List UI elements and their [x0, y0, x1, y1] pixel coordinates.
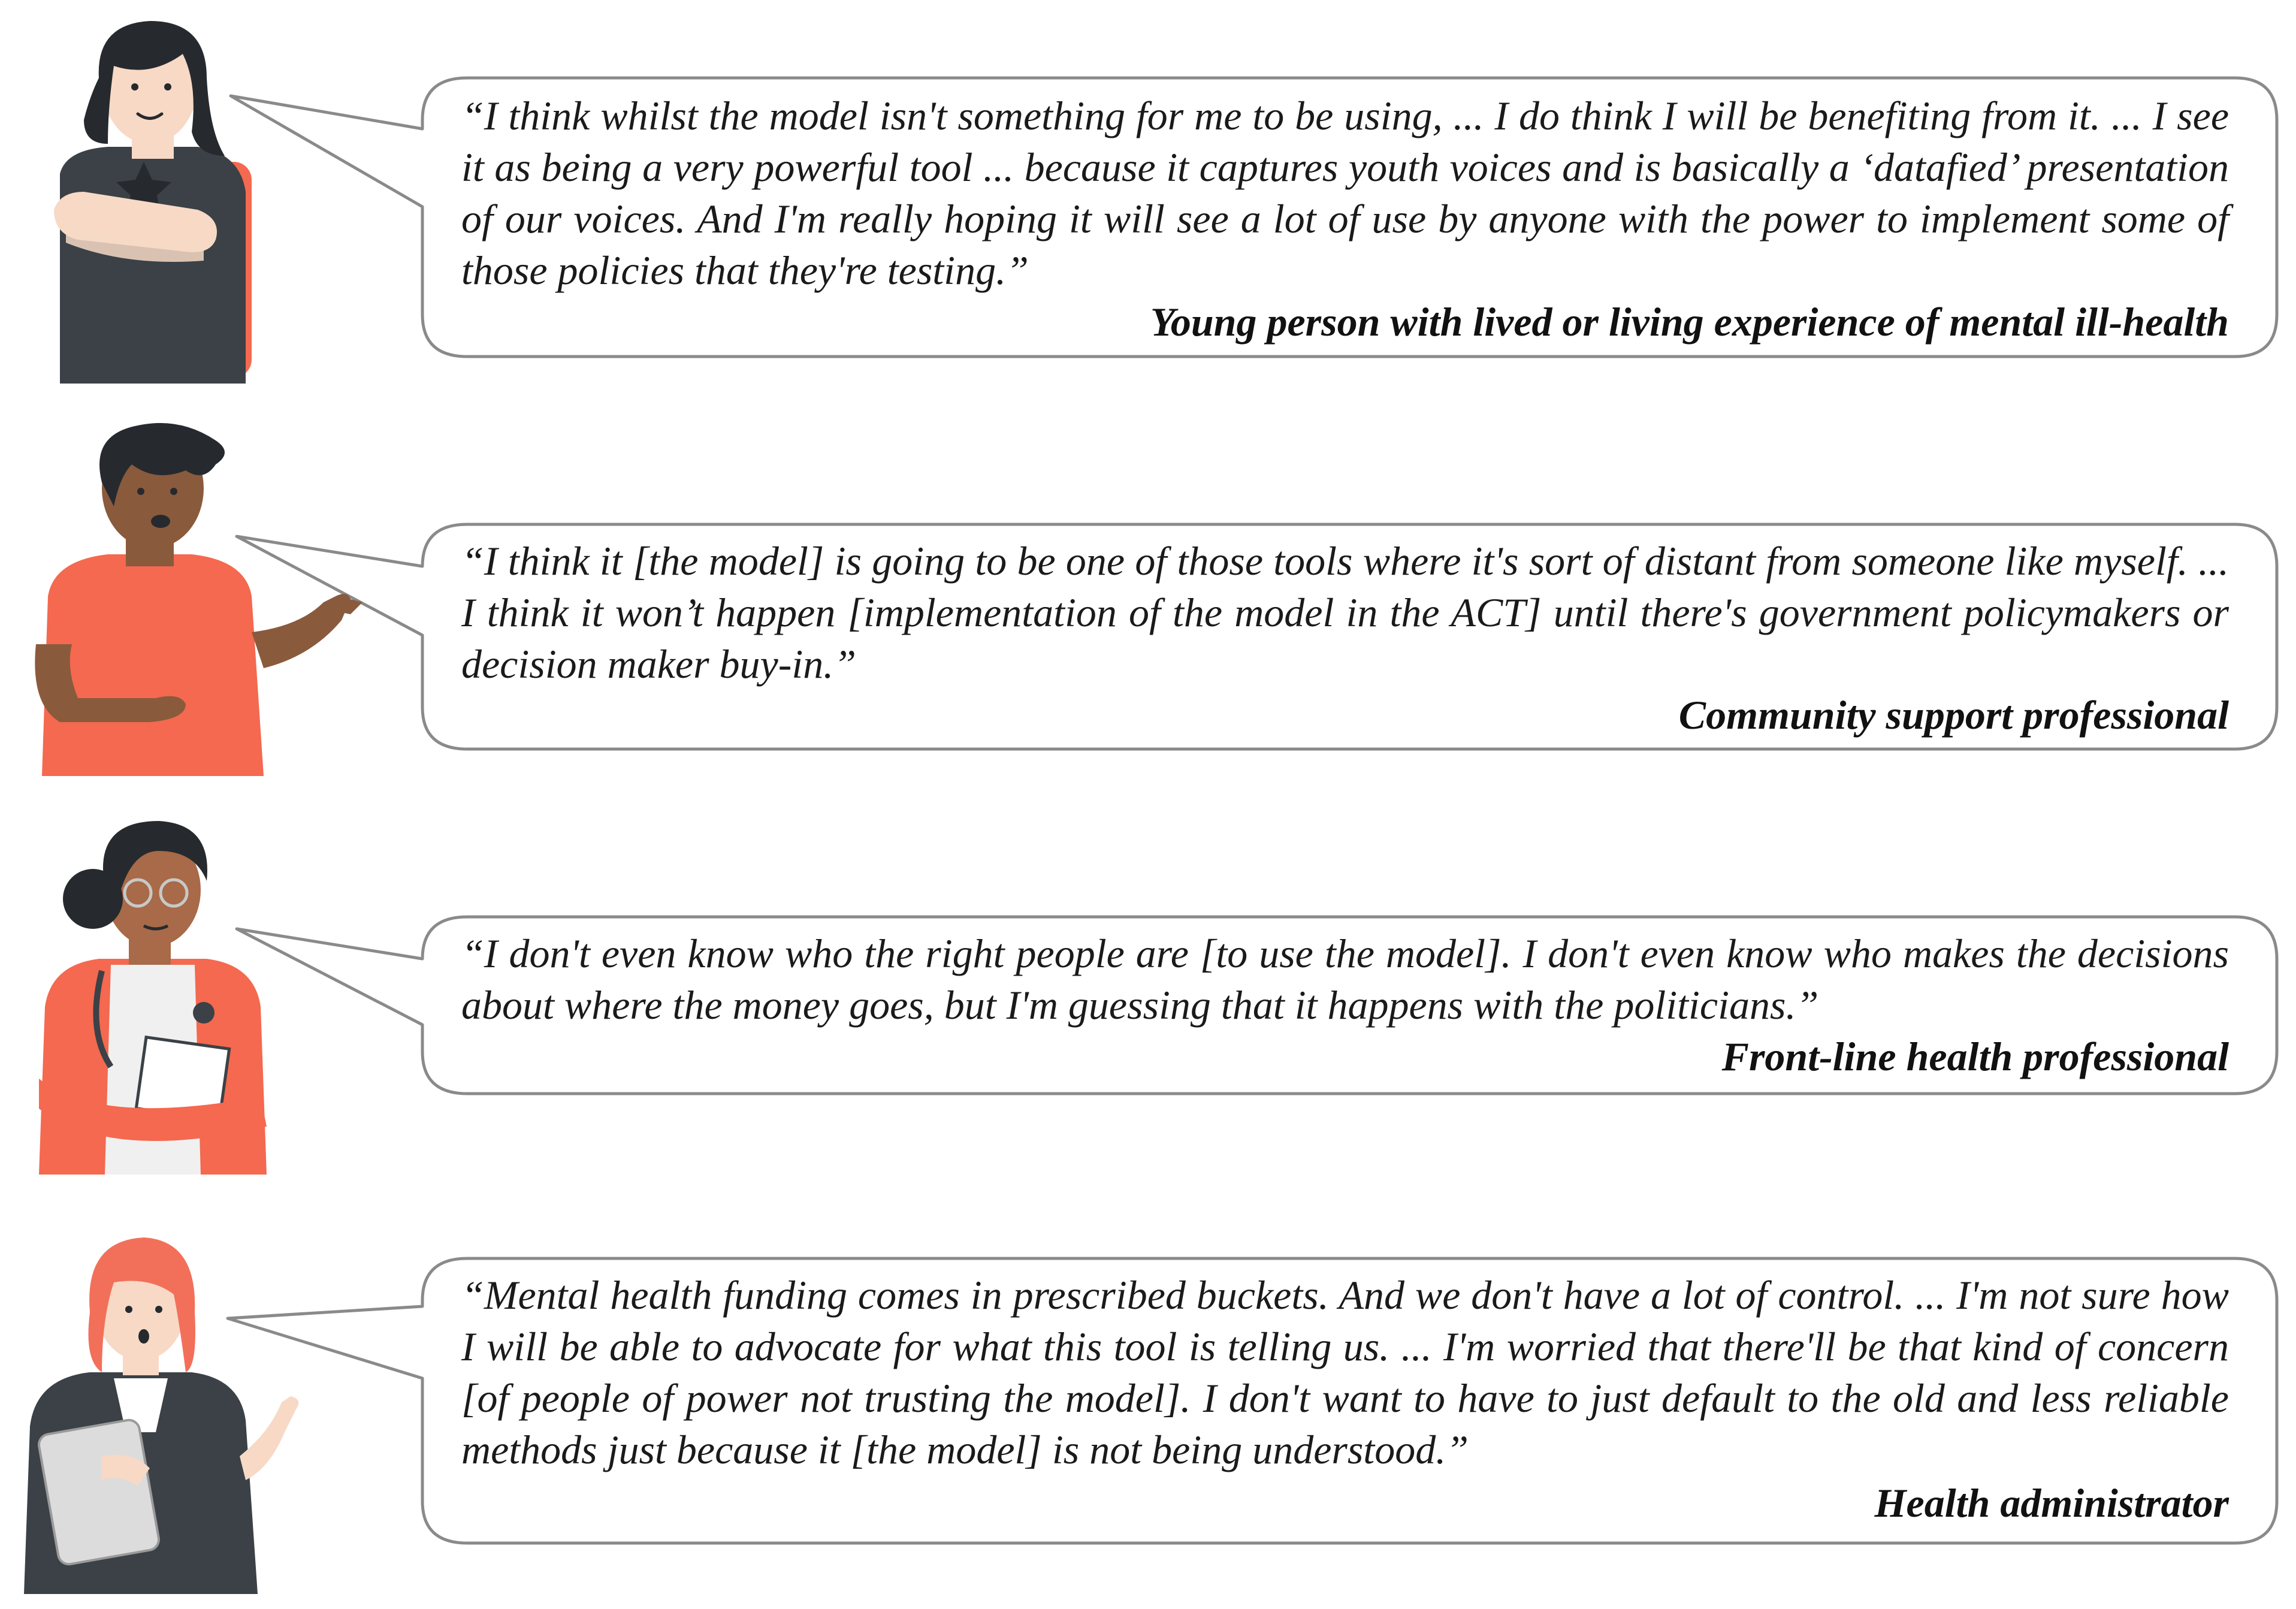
health-administrator-illustration-icon: [18, 1228, 300, 1594]
testimonial-attribution-3: Front-line health professional: [1721, 1034, 2229, 1079]
testimonial-quote-2: “I think it [the model] is going to be one of those tools where it's sort of distant from someone like myself. ... I think it won’t happen [implementation of the model in the ACT] until there's government policymakers or decision maker buy-in.”: [461, 538, 2229, 687]
testimonial-attribution-2: Community support professional: [1678, 692, 2229, 738]
health-professional-illustration-icon: [27, 815, 285, 1187]
testimonial-attribution-4: Health administrator: [1874, 1480, 2229, 1526]
young-person-illustration-icon: [42, 12, 270, 396]
testimonial-quote-3: “I don't even know who the right people are [to use the model]. I don't even know who makes the decisions about where the money goes, but I'm guessing that it happens with the politicians.”: [461, 931, 2229, 1028]
testimonial-quote-1: “I think whilst the model isn't something for me to be using, ... I do think I will be benefiting from it. ... I see it as being a very powerful tool ... because it captures youth voices and is basically a ‘datafied’ presentation of our voices. And I'm really hoping it will see a lot of use by anyone with the power to implement some of those policies that they're testing.”: [461, 93, 2229, 293]
community-support-professional-illustration-icon: [24, 416, 377, 788]
testimonial-attribution-1: Young person with lived or living experience of mental ill-health: [1150, 299, 2229, 345]
testimonial-quote-4: “Mental health funding comes in prescribed buckets. And we don't have a lot of control. ... I'm not sure how I will be able to advocate for what this tool is telling us. ... I'm worried that there'll be that kind of concern [of people of power not trusting the model]. I don't want to have to just default to the old and less reliable methods just because it [the model] is not being understood.”: [461, 1272, 2229, 1472]
